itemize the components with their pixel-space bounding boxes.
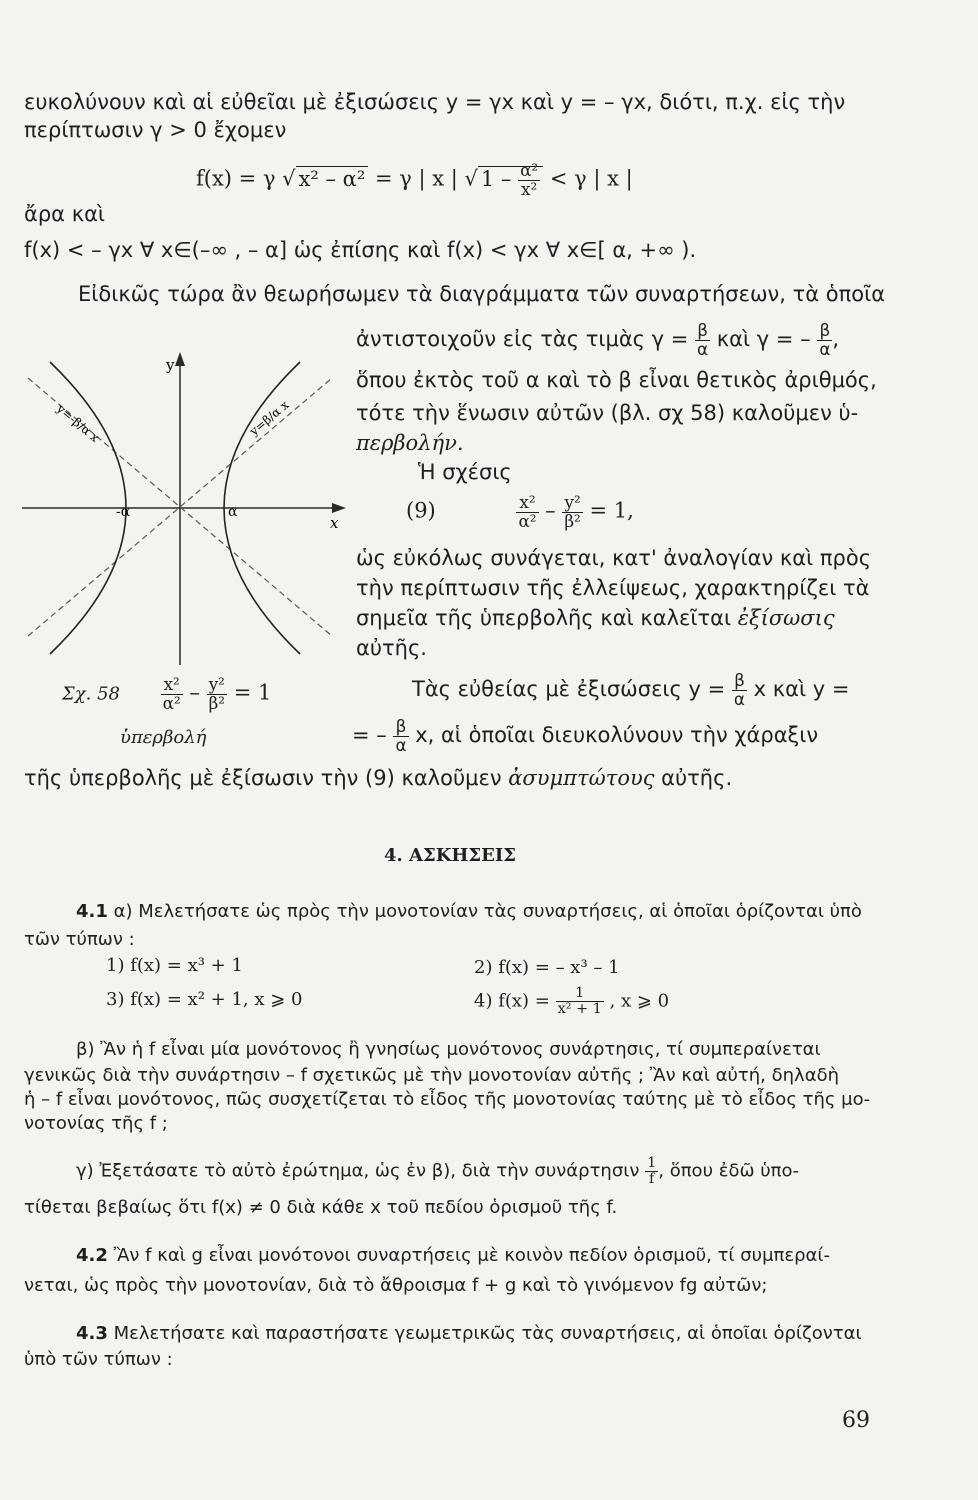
ex-item-4-num: 1 (556, 986, 604, 1002)
y-axis-arrow (175, 352, 185, 366)
page-number: 69 (842, 1408, 870, 1433)
y-axis-label: y (166, 356, 175, 374)
caption-num-2: y² (207, 676, 227, 695)
caption-frac-2 (207, 676, 227, 712)
eq-x-fraction (516, 494, 538, 530)
formula-f-radicand-1: x² – α² (296, 166, 369, 191)
para-line-2a: ἀντιστοιχοῦν εἰς τὰς τιμὰς γ = (356, 327, 696, 352)
intro-line-2: περίπτωσιν γ > 0 ἔχομεν (24, 118, 287, 142)
ex-g-frac (645, 1156, 658, 1187)
ex-4-3-line-1 (76, 1324, 862, 1345)
ex-g-line-1b: , ὅπου ἐδῶ ὑπο- (658, 1160, 800, 1182)
para-line-14 (24, 766, 732, 790)
formula-f-radicand-2-one: 1 – (480, 166, 519, 191)
exercises-heading: 4. ΑΣΚΗΣΕΙΣ (384, 845, 516, 866)
ex-item-4b: , x ⩾ 0 (603, 990, 670, 1012)
x-axis-arrow (332, 503, 346, 513)
equation-9 (406, 494, 634, 530)
x-axis-label: x (330, 514, 339, 532)
para-frac-13-den: α (395, 734, 407, 755)
para-frac-1 (695, 322, 710, 358)
para-frac-2-den: α (819, 338, 831, 359)
eq-y-fraction (562, 494, 582, 530)
para-line-14a: τῆς ὑπερβολῆς μὲ ἐξίσωσιν τὴν (9) καλοῦμεν (24, 766, 509, 790)
ex-4-1-line-2: τῶν τύπων : (24, 929, 135, 950)
ex-4-3-text: Μελετήσατε καὶ παραστήσατε γεωμετρικῶς τὰς συναρτήσεις, αἱ ὁποῖαι ὁρίζονται (107, 1323, 862, 1344)
para-line-2c: , (832, 327, 840, 352)
eq-rhs: = 1, (582, 498, 634, 523)
para-line-12 (412, 672, 849, 708)
ex-4-1-text: α) Μελετήσατε ὡς πρὸς τὴν μονοτονίαν τὰς συναρτήσεις, αἱ ὁποῖαι ὁρίζονται ὑπὸ (107, 901, 862, 922)
para-frac-13-num: β (393, 718, 408, 737)
ex-b-line-2: γενικῶς διὰ τὴν συνάρτησιν – f σχετικῶς μὲ τὴν μονοτονίαν αὐτῆς ; Ἂν καὶ αὐτή, δηλαδὴ (24, 1065, 839, 1086)
para-line-4: τότε τὴν ἕνωσιν αὐτῶν (βλ. σχ 58) καλοῦμεν ὑ- (356, 401, 859, 425)
asymptote-left-label: y=-β/α x (54, 401, 102, 445)
para-line-2 (356, 322, 839, 358)
formula-f-frac-num: α² (520, 160, 539, 180)
ex-item-4a: 4) f(x) = (474, 990, 556, 1012)
ex-4-2-text: Ἂν f καὶ g εἶναι μονότονοι συναρτήσεις μὲ κοινὸν πεδίον ὁρισμοῦ, τί συμπεραί- (107, 1245, 830, 1266)
ex-4-1-number: 4.1 (76, 901, 108, 922)
para-frac-12-num: β (732, 672, 747, 691)
formula-f-part-b: = γ | x | √ (368, 166, 478, 191)
ex-4-2-line-1 (76, 1246, 830, 1267)
para-line-10b: ἐξίσωσις (737, 606, 835, 630)
formula-f-frac-den: x² (521, 178, 538, 199)
ex-b-line-1: β) Ἂν ἡ f εἶναι μία μονότονος ἢ γνησίως μονότονος συνάρτησις, τί συμπεραίνεται (76, 1039, 821, 1060)
para-line-14b: ἀσυμπτώτους (508, 766, 655, 790)
caption-num-1: x² (161, 676, 183, 695)
formula-f-fraction (518, 162, 540, 198)
para-line-3: ὅπου ἐκτὸς τοῦ α καὶ τὸ β εἶναι θετικὸς ἀριθμός, (356, 368, 877, 392)
ex-item-2: 2) f(x) = – x³ – 1 (474, 957, 620, 978)
ex-4-2-line-2: νεται, ὡς πρὸς τὴν μονοτονίαν, διὰ τὸ ἄθροισμα f + g καὶ τὸ γινόμενον fg αὐτῶν; (24, 1275, 768, 1296)
para-line-1: Εἰδικῶς τώρα ἂν θεωρήσωμεν τὰ διαγράμματα τῶν συναρτήσεων, τὰ ὁποῖα (78, 282, 886, 306)
ex-4-3-line-2: ὑπὸ τῶν τύπων : (24, 1349, 173, 1370)
para-line-8: ὡς εὐκόλως συνάγεται, κατ' ἀναλογίαν καὶ πρὸς (356, 546, 872, 570)
neg-a-label: -α (116, 504, 131, 520)
para-line-6: Ἡ σχέσις (418, 460, 512, 484)
equation-label: (9) (406, 498, 436, 523)
ex-4-3-number: 4.3 (76, 1323, 108, 1344)
para-frac-13 (393, 718, 408, 754)
para-line-13 (352, 718, 818, 754)
para-line-12a: Τὰς εὐθείας μὲ ἐξισώσεις y = (412, 677, 732, 702)
ex-g-line-2: τίθεται βεβαίως ὅτι f(x) ≠ 0 διὰ κάθε x τοῦ πεδίου ὁρισμοῦ τῆς f. (24, 1197, 618, 1218)
ex-g-line-1 (76, 1156, 799, 1187)
para-line-2b: καὶ γ = – (710, 327, 818, 352)
para-frac-2 (817, 322, 832, 358)
para-frac-12 (732, 672, 747, 708)
para-line-13a: = – (352, 723, 394, 748)
para-line-11: αὐτῆς. (356, 636, 427, 660)
para-line-12b: x καὶ y = (746, 677, 850, 702)
ex-b-line-3: ἡ – f εἶναι μονότονος, πῶς συσχετίζεται τὸ εἶδος τῆς μονοτονίας ταύτης μὲ τὸ εἶδος τῆς μο- (24, 1089, 871, 1110)
eq-minus: – (538, 498, 563, 523)
ex-g-line-1a: γ) Ἐξετάσατε τὸ αὐτὸ ἐρώτημα, ὡς ἐν β), διὰ τὴν συνάρτησιν (76, 1160, 646, 1182)
eq-y-num: y² (562, 494, 582, 513)
para-frac-1-den: α (697, 338, 709, 359)
eq-x-num: x² (516, 494, 538, 513)
ara-kai: ἄρα καὶ (24, 202, 106, 226)
figure-caption: Σχ. 58 $\frac{\text{x²}}{\text{α²}}$ – $\frac{\text{y²}}{\text{β²}}$ = 1 (62, 674, 272, 713)
para-frac-2-num: β (817, 322, 832, 341)
ex-4-1-line-1 (76, 902, 862, 923)
hyperbola-figure (20, 340, 350, 670)
formula-f-part-c: < γ | x | (543, 166, 633, 191)
ex-g-frac-num: 1 (647, 1155, 657, 1171)
caption-den-1: α² (162, 692, 181, 713)
para-line-9: τὴν περίπτωσιν τῆς ἐλλείψεως, χαρακτηρίζει τὰ (356, 576, 870, 600)
caption-den-2: β² (208, 692, 226, 713)
ex-g-frac-den: f (649, 1171, 655, 1188)
eq-x-den: α² (518, 510, 537, 531)
a-label: α (228, 504, 238, 520)
formula-f (196, 162, 633, 198)
caption-rhs: = 1 (227, 680, 272, 705)
para-line-5: περβολήν. (356, 431, 464, 455)
ex-item-4 (474, 986, 669, 1017)
ex-item-4-frac (556, 986, 604, 1017)
para-line-14c: αὐτῆς. (654, 766, 733, 790)
intro-line-1: ευκολύνουν καὶ αἱ εὐθεῖαι μὲ ἐξισώσεις y = γx καὶ y = – γx, διότι, π.χ. εἰς τὴν (24, 90, 846, 114)
ex-item-4-den: x² + 1 (557, 1001, 602, 1018)
para-frac-1-num: β (695, 322, 710, 341)
ex-item-3: 3) f(x) = x² + 1, x ⩾ 0 (106, 989, 303, 1010)
caption-name: ὑπερβολή (120, 727, 207, 748)
para-line-10 (356, 606, 835, 630)
ex-4-2-number: 4.2 (76, 1245, 108, 1266)
para-line-10a: σημεῖα τῆς ὑπερβολῆς καὶ καλεῖται (356, 606, 738, 630)
inequality-line: f(x) < – γx ∀ x∈(–∞ , – α] ὡς ἐπίσης καὶ f(x) < γx ∀ x∈[ α, +∞ ). (24, 238, 697, 262)
asymptote-right-label: y=β/α x (246, 397, 292, 439)
ex-b-line-4: νοτονίας τῆς f ; (24, 1113, 168, 1134)
formula-f-part-a: f(x) = γ √ (196, 166, 296, 191)
caption-frac-1 (161, 676, 183, 712)
eq-y-den: β² (564, 510, 581, 531)
para-frac-12-den: α (733, 688, 745, 709)
para-line-13b: x, αἱ ὁποῖαι διευκολύνουν τὴν χάραξιν (408, 723, 819, 748)
ex-item-1: 1) f(x) = x³ + 1 (106, 955, 243, 976)
caption-prefix: Σχ. 58 (62, 683, 120, 705)
